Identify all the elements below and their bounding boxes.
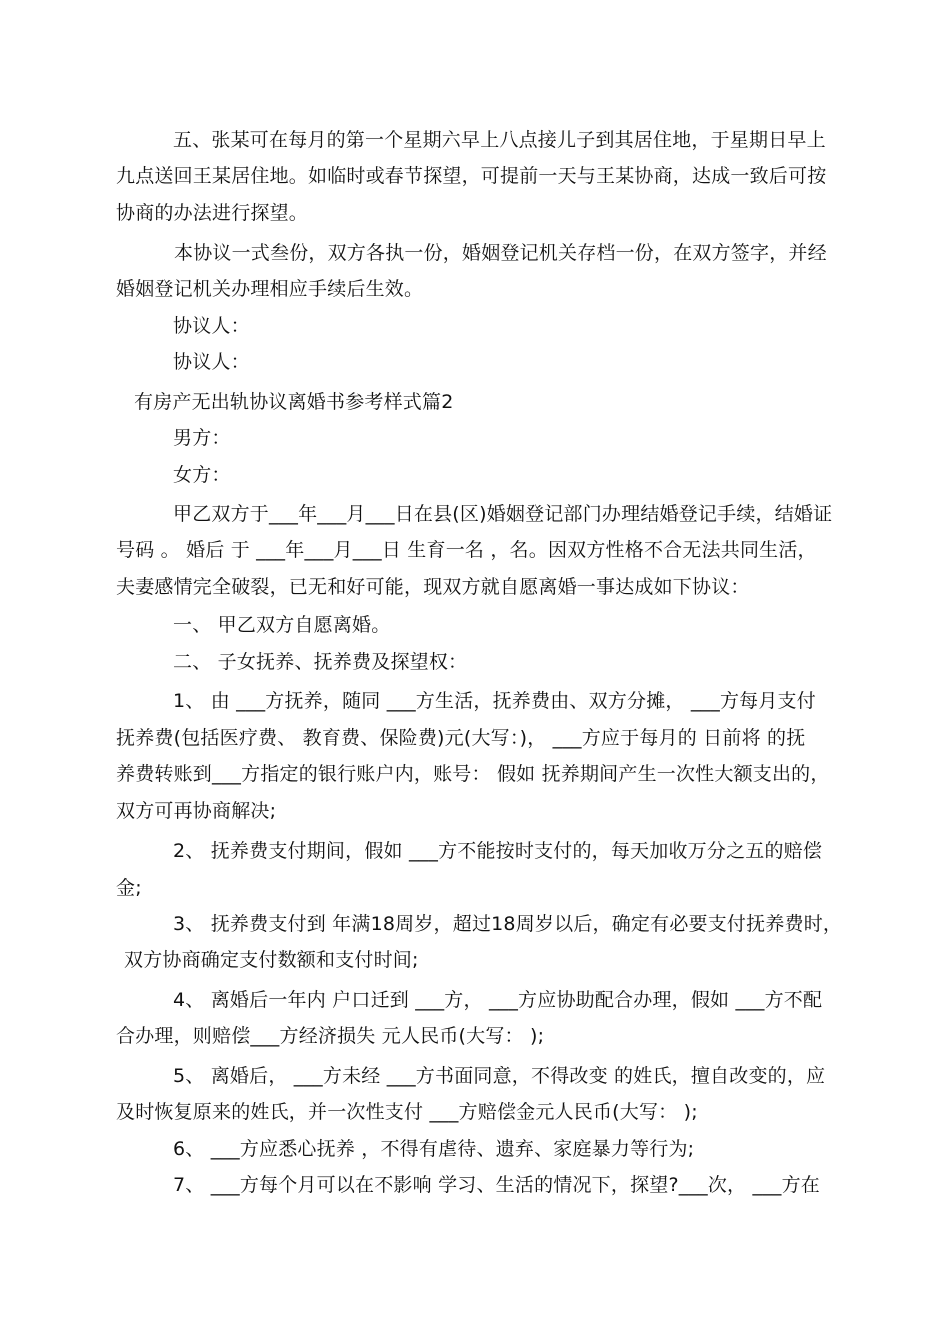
signature-label: 协议人： xyxy=(173,351,250,373)
clause-line: 2、 抚养费支付期间，假如 ___方不能按时支付的，每天加收万分之五的赔偿 xyxy=(173,840,823,862)
clause-line: 及时恢复原来的姓氏，并一次性支付 ___方赔偿金元人民币(大写： ); xyxy=(116,1101,698,1123)
clause-line: 合办理，则赔偿___方经济损失 元人民币(大写： ); xyxy=(116,1025,545,1047)
clause-line: 双方协商确定支付数额和支付时间; xyxy=(124,949,419,971)
clause-line: 7、 ___方每个月可以在不影响 学习、生活的情况下，探望?___次， ___方在 xyxy=(173,1174,820,1196)
clause-line: 一、 甲乙双方自愿离婚。 xyxy=(173,614,391,636)
paragraph-line: 甲乙双方于___年___月___日在县(区)婚姻登记部门办理结婚登记手续，结婚证 xyxy=(173,503,833,525)
clause-line: 养费转账到___方指定的银行账户内，账号： 假如 抚养期间产生一次性大额支出的， xyxy=(116,763,830,785)
signature-label: 协议人： xyxy=(173,315,250,337)
clause-line: 5、 离婚后， ___方未经 ___方书面同意，不得改变 的姓氏，擅自改变的，应 xyxy=(173,1065,826,1087)
paragraph-line: 号码 。 婚后 于 ___年___月___日 生育一名 ，名。因双方性格不合无法共同生活， xyxy=(116,539,817,561)
field-label-female: 女方： xyxy=(173,464,231,486)
paragraph-line: 本协议一式叁份，双方各执一份，婚姻登记机关存档一份，在双方签字，并经 xyxy=(174,242,827,264)
clause-line: 抚养费(包括医疗费、 教育费、保险费)元(大写：)， ___方应于每月的 日前将 的抚 xyxy=(116,727,806,749)
clause-line: 3、 抚养费支付到 年满18周岁，超过18周岁以后，确定有必要支付抚养费时， xyxy=(173,913,843,935)
paragraph-line: 协商的办法进行探望。 xyxy=(116,202,309,224)
clause-line: 6、 ___方应悉心抚养 ，不得有虐待、遗弃、家庭暴力等行为; xyxy=(173,1138,695,1160)
section-title: 有房产无出轨协议离婚书参考样式篇2 xyxy=(134,391,454,413)
clause-line: 1、 由 ___方抚养，随同 ___方生活，抚养费由、双方分摊， ___方每月支付 xyxy=(173,690,816,712)
paragraph-line: 夫妻感情完全破裂，已无和好可能，现双方就自愿离婚一事达成如下协议： xyxy=(116,576,750,598)
clause-line: 金; xyxy=(116,877,142,899)
paragraph-line: 九点送回王某居住地。如临时或春节探望，可提前一天与王某协商，达成一致后可按 xyxy=(116,165,827,187)
clause-line: 4、 离婚后一年内 户口迁到 ___方， ___方应协助配合办理，假如 ___方不配 xyxy=(173,989,823,1011)
clause-line: 双方可再协商解决; xyxy=(116,800,277,822)
paragraph-line: 婚姻登记机关办理相应手续后生效。 xyxy=(116,278,424,300)
paragraph-line: 五、张某可在每月的第一个星期六早上八点接儿子到其居住地，于星期日早上 xyxy=(173,129,826,151)
field-label-male: 男方： xyxy=(173,427,231,449)
clause-line: 二、 子女抚养、抚养费及探望权： xyxy=(173,651,468,673)
